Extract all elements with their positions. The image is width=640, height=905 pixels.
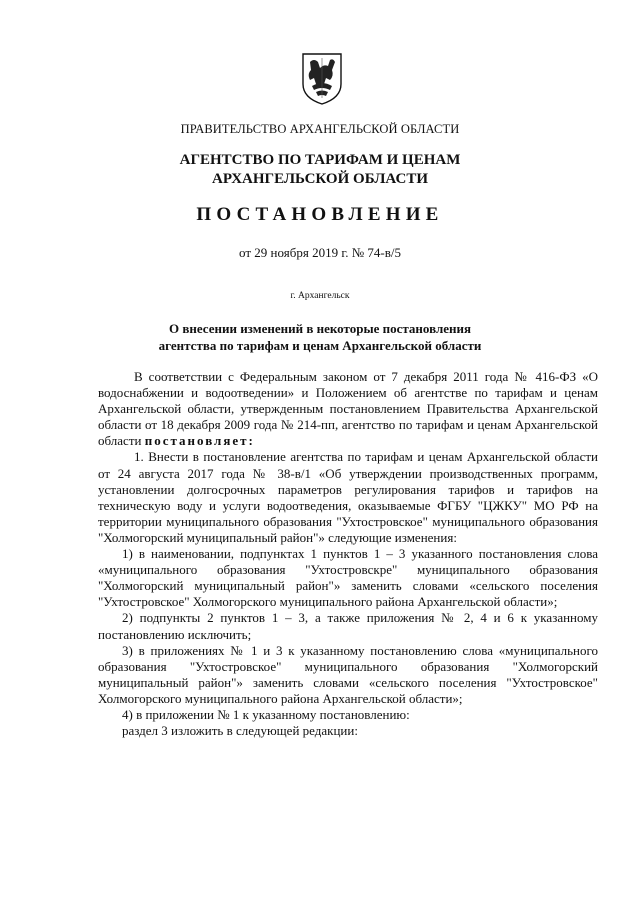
- paragraph-subitem-4: 4) в приложении № 1 к указанному постановлению:: [122, 706, 410, 722]
- resolves-word: постановляет:: [144, 433, 255, 449]
- paragraph-subitem-1: 1) в наименовании, подпунктах 1 пунктов 1 – 3 указанного постановления слова «муниципального образования "Ухтостровскре" муниципального образования "Холмогорский муниципальный район"» заменить словами «сельского поселения "Ухтостровское" Холмогорского муниципального района Архангельской области»;: [98, 546, 598, 610]
- agency-name: [0, 151, 640, 189]
- city: г. Архангельск: [290, 291, 350, 301]
- document-subject: [0, 320, 640, 354]
- paragraph-section-3: раздел 3 изложить в следующей редакции:: [122, 723, 358, 739]
- date-and-number: от 29 ноября 2019 г. № 74-в/5: [239, 245, 401, 260]
- document-body: [98, 369, 598, 739]
- government-name: ПРАВИТЕЛЬСТВО АРХАНГЕЛЬСКОЙ ОБЛАСТИ: [180, 122, 460, 136]
- paragraph-subitem-2: 2) подпункты 2 пунктов 1 – 3, а также приложения № 2, 4 и 6 к указанному постановлению исключить;: [98, 610, 598, 642]
- preamble-text: В соответствии с Федеральным законом от 7 декабря 2011 года № 416-ФЗ «О водоснабжении и водоотведении» и Положением об агентстве по тарифам и ценам Архангельской области, утвержденным постановлением Правительства Архангельской области от 18 декабря 2009 года № 214-пп, агентство по тарифам и ценам Архангельской области: [98, 369, 598, 449]
- coat-of-arms-icon: [300, 50, 344, 106]
- paragraph-preamble: [98, 369, 598, 449]
- subject-line-1: О внесении изменений в некоторые постановления: [168, 321, 472, 336]
- agency-name-line-2: АРХАНГЕЛЬСКОЙ ОБЛАСТИ: [212, 171, 428, 187]
- paragraph-subitem-3: 3) в приложениях № 1 и 3 к указанному постановлению слова «муниципального образования "Ухтостровское" муниципального образования "Холмогорский муниципальный район"» заменить словами «сельского поселения "Ухтостровское" Холмогорского муниципального района Архангельской области»;: [98, 642, 598, 706]
- paragraph-item-1: 1. Внести в постановление агентства по тарифам и ценам Архангельской области от 24 августа 2017 года № 38-в/1 «Об утверждении производственных программ, установлении долгосрочных параметров регулирования тарифов и тарифов на техническую воду и услуги водоотведения, оказываемые ФГБУ "ЦЖКУ" МО РФ на территории муниципального образования "Ухтостровское" муниципального образования "Холмогорский муниципальный район"» следующие изменения:: [98, 449, 598, 545]
- document-type: ПОСТАНОВЛЕНИЕ: [196, 204, 444, 225]
- agency-name-line-1: АГЕНТСТВО ПО ТАРИФАМ И ЦЕНАМ: [179, 152, 461, 168]
- subject-line-2: агентства по тарифам и ценам Архангельской области: [158, 338, 482, 353]
